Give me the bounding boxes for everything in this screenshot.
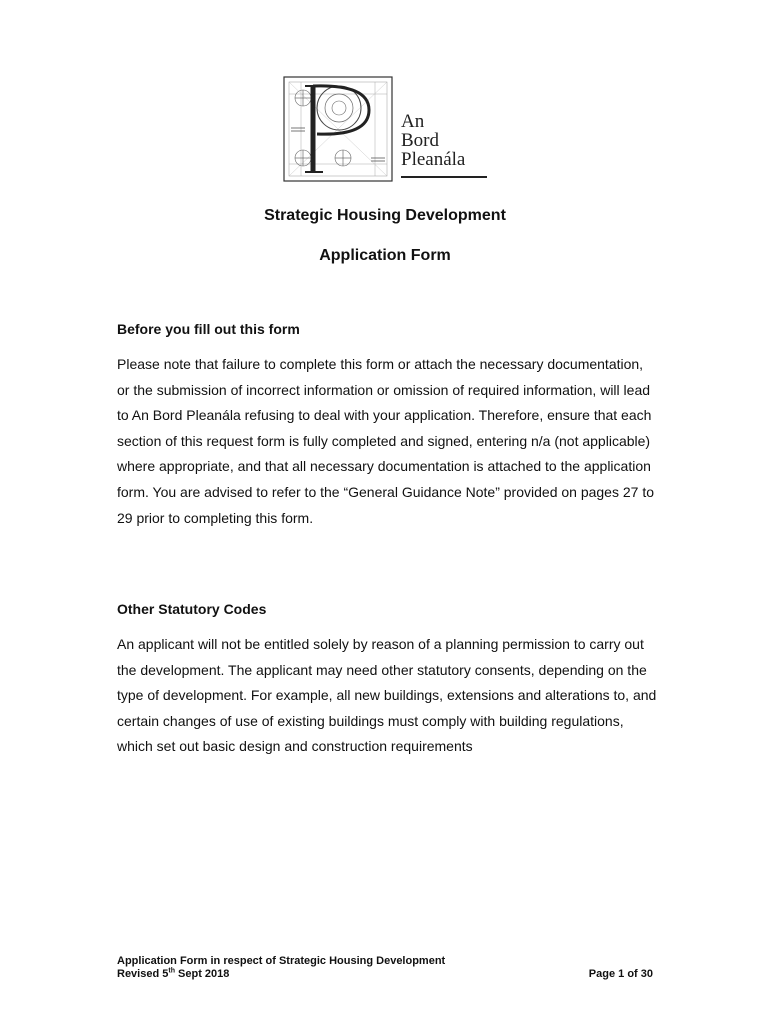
footer-revision-date: Revised 5th Sept 2018 xyxy=(117,967,230,980)
page-number: Page 1 of 30 xyxy=(588,968,653,980)
section-heading-before-you-fill: Before you fill out this form xyxy=(117,321,300,337)
logo-line-2: Bord xyxy=(401,130,439,151)
section-heading-statutory-codes: Other Statutory Codes xyxy=(117,601,267,617)
footer-document-info xyxy=(117,955,445,981)
logo-underline xyxy=(401,176,487,178)
document-subtitle: Application Form xyxy=(319,247,451,264)
logo-p-monogram-icon xyxy=(283,76,393,182)
an-bord-pleanala-logo xyxy=(283,76,493,182)
section-body-before-you-fill: Please note that failure to complete this form or attach the necessary documentation, or the submission of incorrect information or omission of required information, will lead to An Bord Pleanála refusing to deal with your application. Therefore, ensure that each section of this request form is fully completed and signed, entering n/a (not applicable) where appropriate, and that all necessary documentation is attached to the application form. You are advised to refer to the “General Guidance Note” provided on pages 27 to 29 prior to completing this form. xyxy=(117,356,654,526)
logo-line-1: An xyxy=(401,111,425,132)
logo-line-3: Pleanála xyxy=(401,149,466,170)
document-title: Strategic Housing Development xyxy=(264,207,506,224)
footer-form-name: Application Form in respect of Strategic Housing Development xyxy=(117,955,446,967)
section-body-statutory-codes: An applicant will not be entitled solely by reason of a planning permission to carry out the development. The applicant may need other statutory consents, depending on the type of development. For example, all new buildings, extensions and alterations to, and certain changes of use of existing buildings must comply with building regulations, which set out basic design and construction requirements xyxy=(117,636,657,755)
logo-wordmark xyxy=(401,112,465,169)
